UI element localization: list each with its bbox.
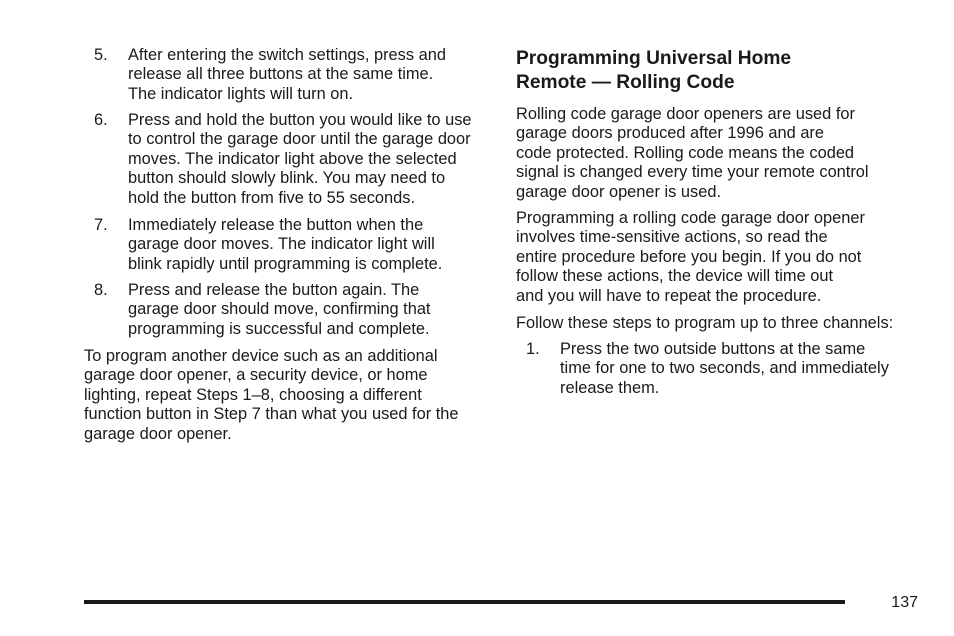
text-line: entire procedure before you begin. If you do not <box>516 247 862 266</box>
text-line: release all three buttons at the same time. <box>128 65 434 84</box>
text-line: Follow these steps to program up to three channels: <box>516 314 894 332</box>
text-line: time for one to two seconds, and immediately <box>560 359 889 378</box>
step-text <box>128 46 446 104</box>
body-paragraph <box>84 347 459 444</box>
step-number: 1. <box>526 340 540 358</box>
step-number: 6. <box>94 111 108 129</box>
text-line: to control the garage door until the garage door <box>128 130 471 149</box>
heading-line: Programming Universal Home <box>516 48 792 69</box>
text-line: Press the two outside buttons at the same <box>560 340 866 358</box>
text-line: and you will have to repeat the procedure. <box>516 286 822 305</box>
step-text <box>560 340 889 398</box>
text-line: blink rapidly until programming is complete. <box>128 254 443 273</box>
step-number: 5. <box>94 46 108 64</box>
heading-line: Remote — Rolling Code <box>516 72 735 93</box>
text-line: Press and hold the button you would like to use <box>128 111 472 129</box>
text-line: follow these actions, the device will time out <box>516 267 834 286</box>
step-number: 8. <box>94 281 108 299</box>
text-line: moves. The indicator light above the selected <box>128 149 457 168</box>
text-line: release them. <box>560 378 660 397</box>
text-line: To program another device such as an additional <box>84 347 438 365</box>
text-line: garage door opener. <box>84 424 232 443</box>
text-line: The indicator lights will turn on. <box>128 84 354 103</box>
text-line: garage door moves. The indicator light will <box>128 235 435 254</box>
text-line: code protected. Rolling code means the coded <box>516 143 855 162</box>
text-line: Rolling code garage door openers are used for <box>516 105 855 123</box>
step-text <box>128 111 472 208</box>
text-line: Immediately release the button when the <box>128 216 424 234</box>
text-line: involves time-sensitive actions, so read the <box>516 228 828 247</box>
body-paragraph <box>516 209 865 306</box>
step-text <box>128 281 431 339</box>
text-line: function button in Step 7 than what you used for the <box>84 405 459 424</box>
text-line: programming is successful and complete. <box>128 319 430 338</box>
body-paragraph <box>516 314 893 333</box>
step-number: 7. <box>94 216 108 234</box>
text-line: signal is changed every time your remote control <box>516 163 869 182</box>
text-line: lighting, repeat Steps 1–8, choosing a different <box>84 385 422 404</box>
text-line: hold the button from five to 55 seconds. <box>128 188 416 207</box>
body-paragraph <box>516 105 869 202</box>
text-line: Press and release the button again. The <box>128 281 420 299</box>
page-number: 137 <box>891 594 918 611</box>
step-text <box>128 216 442 274</box>
text-line: garage door opener is used. <box>516 182 722 201</box>
text-line: button should slowly blink. You may need to <box>128 169 446 188</box>
section-heading <box>516 47 791 95</box>
text-line: Programming a rolling code garage door opener <box>516 209 865 227</box>
text-line: garage door should move, confirming that <box>128 300 431 319</box>
text-line: After entering the switch settings, press and <box>128 46 446 64</box>
footer-rule <box>84 600 845 604</box>
text-line: garage door opener, a security device, or home <box>84 366 428 385</box>
text-line: garage doors produced after 1996 and are <box>516 124 825 143</box>
